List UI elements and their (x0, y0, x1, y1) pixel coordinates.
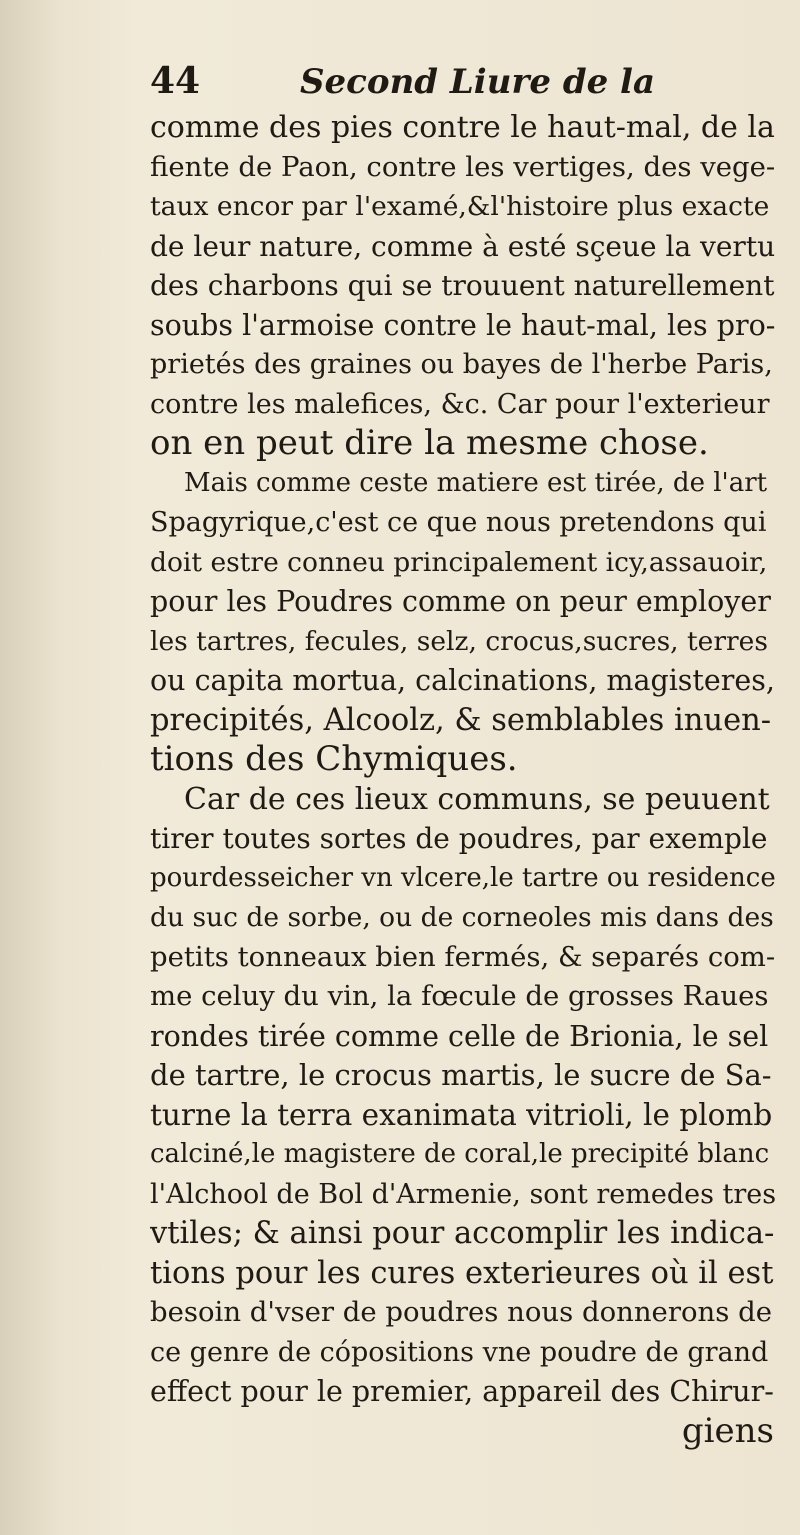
text-line: besoin d'vser de poudres nous donnerons de (150, 1296, 772, 1328)
text-line: rondes tirée comme celle de Brionia, le sel (150, 1019, 769, 1053)
text-line: comme des pies contre le haut-mal, de la (150, 110, 775, 145)
text-line: petits tonneaux bien fermés, & separés com- (150, 940, 776, 973)
text-line: tions des Chymiques. (150, 740, 518, 779)
text-line: turne la terra exanimata vitrioli, le plomb (150, 1097, 773, 1132)
paragraph-start-line: Car de ces lieux communs, se peuuent (184, 781, 770, 817)
text-line: Spagyrique,c'est ce que nous pretendons qui (150, 507, 767, 538)
text-line: de leur nature, comme à esté sçeue la vertu (150, 229, 776, 263)
text-line: on en peut dire la mesme chose. (150, 424, 709, 463)
text-line: fiente de Paon, contre les vertiges, des vege- (150, 150, 776, 183)
text-line: pour les Poudres comme on peur employer (150, 585, 771, 618)
catchword: giens (681, 1411, 774, 1451)
text-line: les tartres, fecules, selz, crocus,sucres, terres (150, 625, 768, 657)
text-line: des charbons qui se trouuent naturellement (150, 269, 775, 302)
text-line: calciné,le magistere de coral,le precipité blanc (150, 1139, 770, 1169)
text-line: tions pour les cures exterieures où il est (150, 1255, 774, 1291)
text-line: soubs l'armoise contre le haut-mal, les pro- (150, 308, 776, 342)
text-line: vtiles; & ainsi pour accomplir les indica- (150, 1216, 775, 1251)
text-line: l'Alchool de Bol d'Armenie, sont remedes tres (150, 1178, 776, 1210)
text-line: taux encor par l'examé,&l'histoire plus exacte (150, 191, 770, 222)
text-line: prietés des graines ou bayes de l'herbe Paris, (150, 349, 773, 380)
page-number: 44 (150, 60, 201, 102)
page-header (150, 60, 776, 104)
text-line: ou capita mortua, calcinations, magisteres, (150, 664, 775, 697)
text-line: de tartre, le crocus martis, le sucre de Sa- (150, 1058, 772, 1092)
text-line: du suc de sorbe, ou de corneoles mis dans des (150, 902, 774, 933)
text-line: precipités, Alcoolz, & semblables inuen- (150, 702, 772, 738)
text-line: tirer toutes sortes de poudres, par exemple (150, 822, 768, 855)
text-line: contre les malefices, &c. Car pour l'exterieur (150, 388, 770, 420)
text-line: ce genre de cópositions vne poudre de grand (150, 1336, 769, 1368)
text-line: me celuy du vin, la fœcule de grosses Raues (150, 980, 769, 1012)
text-line: effect pour le premier, appareil des Chirur- (150, 1375, 774, 1408)
paragraph-start-line: Mais comme ceste matiere est tirée, de l'art (184, 467, 768, 498)
text-line: pourdesseicher vn vlcere,le tartre ou residence (150, 862, 776, 893)
body-text (150, 108, 776, 1451)
text-line: doit estre conneu principalement icy,assauoir, (150, 546, 768, 578)
running-title: Second Liure de la (300, 62, 656, 102)
